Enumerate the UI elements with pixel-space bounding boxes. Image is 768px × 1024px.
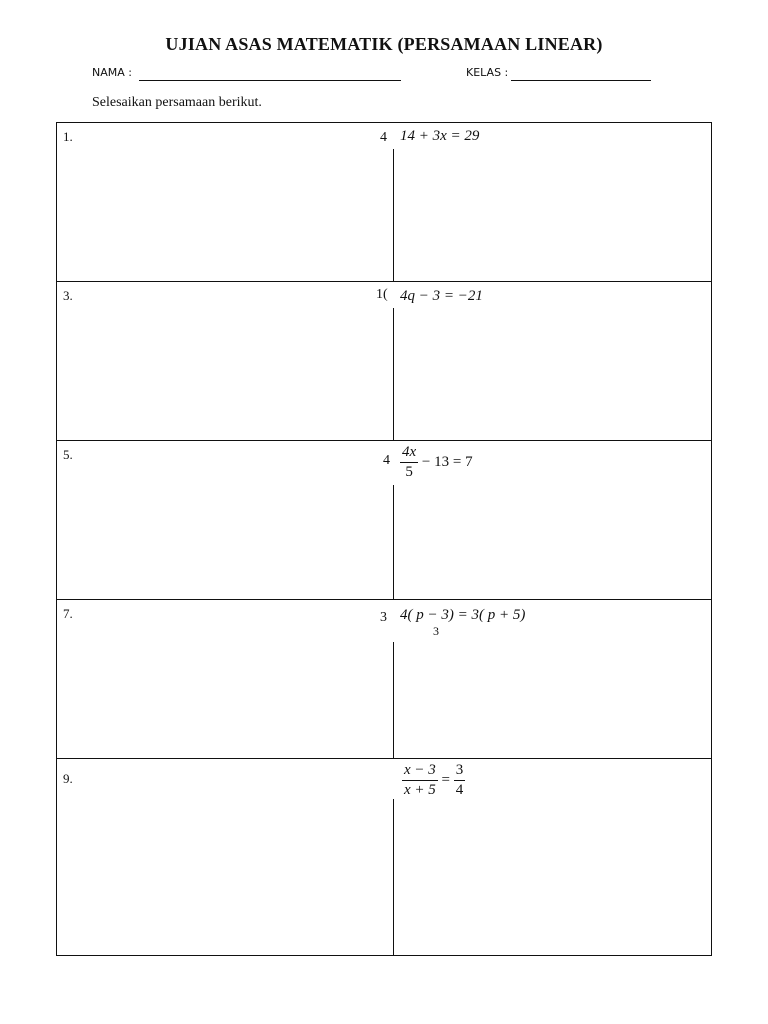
- kelas-label: KELAS :: [466, 66, 509, 79]
- equation: [399, 762, 468, 799]
- fraction-denominator: x + 5: [404, 782, 436, 798]
- stray-digit: 3: [433, 624, 439, 638]
- column-divider: [393, 799, 394, 955]
- clipped-text: 4: [383, 453, 390, 468]
- fraction-denominator: 4: [455, 782, 464, 798]
- fraction-numerator: 3: [454, 762, 466, 781]
- question-number: 7.: [63, 606, 73, 621]
- equation: [397, 128, 482, 145]
- fraction-lhs: [402, 762, 438, 799]
- nama-field-line[interactable]: [139, 80, 401, 81]
- question-number: 9.: [63, 771, 73, 786]
- fraction: [400, 444, 418, 481]
- question-row-9: [57, 759, 711, 955]
- question-number: 1.: [63, 129, 73, 144]
- fraction-rhs: [454, 762, 466, 799]
- fraction-denominator: 5: [405, 464, 413, 480]
- question-row-5: [57, 441, 711, 600]
- clipped-text: 4: [380, 130, 387, 145]
- question-row-3: [57, 282, 711, 441]
- question-number: 5.: [63, 447, 73, 462]
- equals-sign: =: [441, 771, 450, 788]
- answer-grid: [56, 122, 712, 956]
- equation-rest: − 13 = 7: [421, 453, 473, 470]
- page-title: UJIAN ASAS MATEMATIK (PERSAMAAN LINEAR): [165, 34, 603, 54]
- column-divider: [393, 485, 394, 600]
- instruction-text: Selesaikan persamaan berikut.: [92, 95, 262, 110]
- fraction-numerator: x − 3: [402, 762, 438, 781]
- equation-text: 4q − 3 = −21: [400, 288, 483, 304]
- equation: [397, 288, 486, 305]
- nama-label: NAMA :: [92, 66, 132, 79]
- kelas-field-line[interactable]: [511, 80, 651, 81]
- clipped-text: 3: [380, 610, 387, 625]
- column-divider: [393, 308, 394, 441]
- question-row-7: [57, 600, 711, 759]
- column-divider: [393, 149, 394, 282]
- equation: [397, 607, 528, 624]
- question-row-1: [57, 123, 711, 282]
- clipped-text: 1(: [376, 287, 388, 302]
- question-number: 3.: [63, 288, 73, 303]
- equation-text: 4( p − 3) = 3( p + 5): [400, 607, 526, 623]
- equation: [397, 444, 476, 481]
- equation-text: 14 + 3x = 29: [400, 128, 480, 144]
- fraction-numerator: 4x: [400, 444, 418, 463]
- column-divider: [393, 642, 394, 759]
